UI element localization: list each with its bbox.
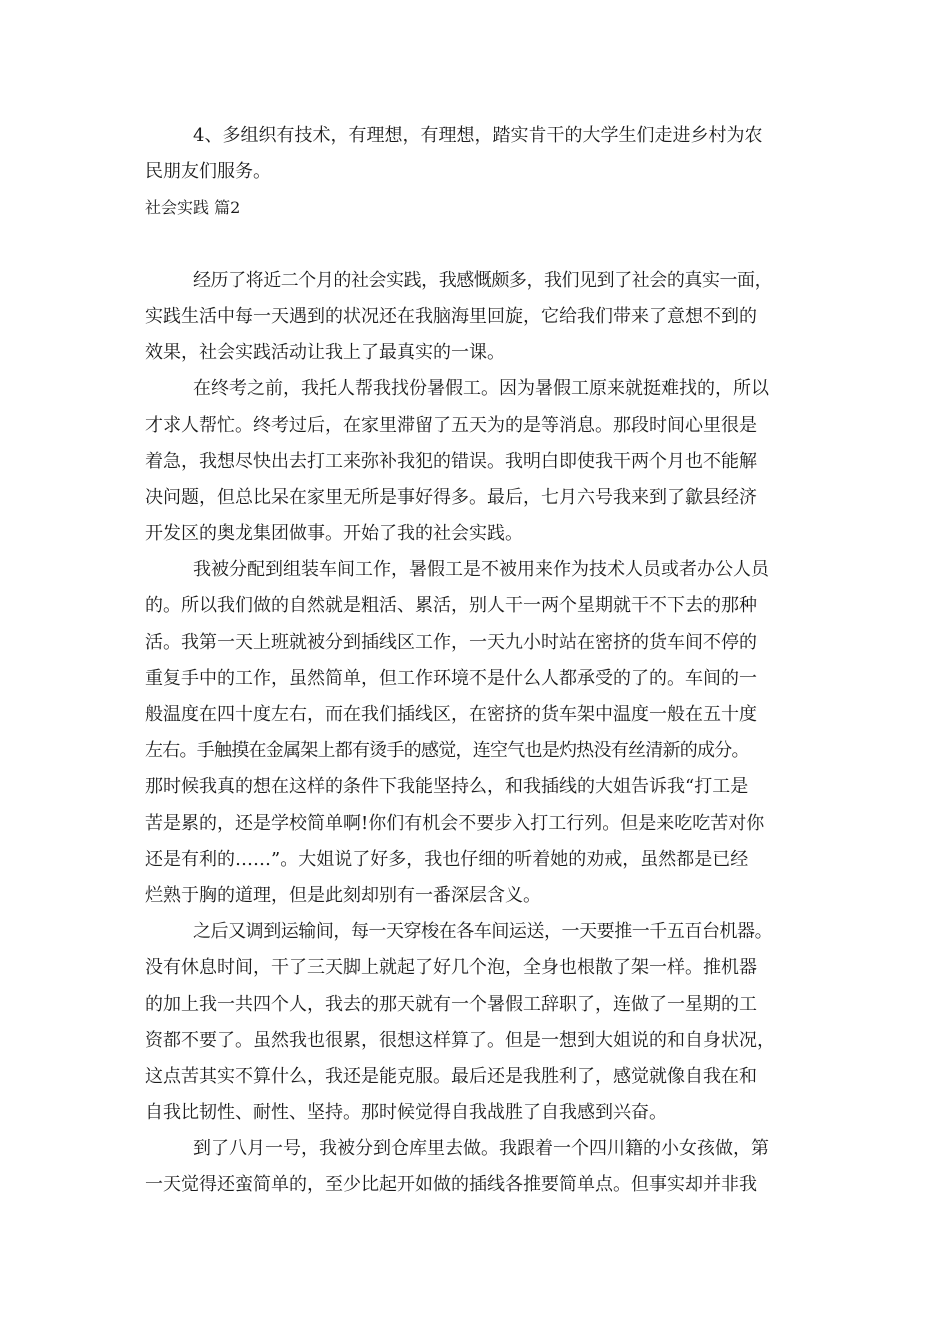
intro-line: 民朋友们服务。 [145,161,271,183]
paragraph-line: 在终考之前，我托人帮我找份暑假工。因为暑假工原来就挺难找的，所以 [193,378,769,400]
paragraph-line: 苦是累的，还是学校简单啊!你们有机会不要步入打工行列。但是来吃吃苦对你 [145,812,765,834]
blank-line [145,227,825,263]
section-heading: 社会实践 篇2 [145,198,241,218]
paragraph-1 [145,263,825,372]
paragraph-line: 那时候我真的想在这样的条件下我能坚持么，和我插线的大姐告诉我“打工是 [145,776,749,798]
paragraph-line: 烂熟于胸的道理，但是此刻却别有一番深层含义。 [145,884,541,906]
paragraph-line: 到了八月一号，我被分到仓库里去做。我跟着一个四川籍的小女孩做，第 [193,1138,769,1160]
paragraph-line: 实践生活中每一天遇到的状况还在我脑海里回旋，它给我们带来了意想不到的 [145,305,757,327]
paragraph-line: 我被分配到组装车间工作，暑假工是不被用来作为技术人员或者办公人员 [193,559,769,581]
intro-item [145,118,825,190]
paragraph-2 [145,371,825,552]
paragraph-4 [145,914,825,1131]
paragraph-line: 重复手中的工作，虽然简单，但工作环境不是什么人都承受的了的。车间的一 [145,667,757,689]
paragraph-line: 的加上我一共四个人，我去的那天就有一个暑假工辞职了，连做了一星期的工 [145,993,757,1015]
paragraph-line: 还是有利的……”。大姐说了好多，我也仔细的听着她的劝戒，虽然都是已经 [145,848,749,870]
paragraph-line: 之后又调到运输间，每一天穿梭在各车间运送，一天要推一千五百台机器。 [193,921,773,943]
paragraph-line: 资都不要了。虽然我也很累，很想这样算了。但是一想到大姐说的和自身状况， [145,1029,775,1051]
paragraph-line: 活。我第一天上班就被分到插线区工作，一天九小时站在密挤的货车间不停的 [145,631,757,653]
paragraph-line: 决问题，但总比呆在家里无所是事好得多。最后，七月六号我来到了歙县经济 [145,486,757,508]
paragraph-line: 才求人帮忙。终考过后，在家里滞留了五天为的是等消息。那段时间心里很是 [145,414,757,436]
paragraph-line: 经历了将近二个月的社会实践，我感慨颇多，我们见到了社会的真实一面， [193,269,773,291]
paragraph-line: 效果，社会实践活动让我上了最真实的一课。 [145,342,505,364]
paragraph-line: 没有休息时间，干了三天脚上就起了好几个泡，全身也根散了架一样。推机器 [145,957,757,979]
paragraph-line: 着急，我想尽快出去打工来弥补我犯的错误。我明白即使我干两个月也不能解 [145,450,757,472]
paragraph-line: 的。所以我们做的自然就是粗活、累活，别人干一两个星期就干不下去的那种 [145,595,757,617]
intro-line: 4、多组织有技术，有理想，有理想，踏实肯干的大学生们走进乡村为农 [193,125,763,146]
paragraph-line: 一天觉得还蛮简单的，至少比起开如做的插线各推要简单点。但事实却并非我 [145,1174,757,1196]
document-body [145,118,825,1204]
paragraph-3 [145,552,825,914]
paragraph-5 [145,1131,825,1203]
paragraph-line: 般温度在四十度左右，而在我们插线区，在密挤的货车架中温度一般在五十度 [145,704,757,725]
paragraph-line: 开发区的奥龙集团做事。开始了我的社会实践。 [145,523,523,545]
paragraph-line: 这点苦其实不算什么，我还是能克服。最后还是我胜利了，感觉就像自我在和 [145,1065,757,1087]
paragraph-line: 左右。手触摸在金属架上都有烫手的感觉，连空气也是灼热没有丝清新的成分。 [145,740,749,762]
paragraph-line: 自我比韧性、耐性、坚持。那时候觉得自我战胜了自我感到兴奋。 [145,1102,667,1124]
